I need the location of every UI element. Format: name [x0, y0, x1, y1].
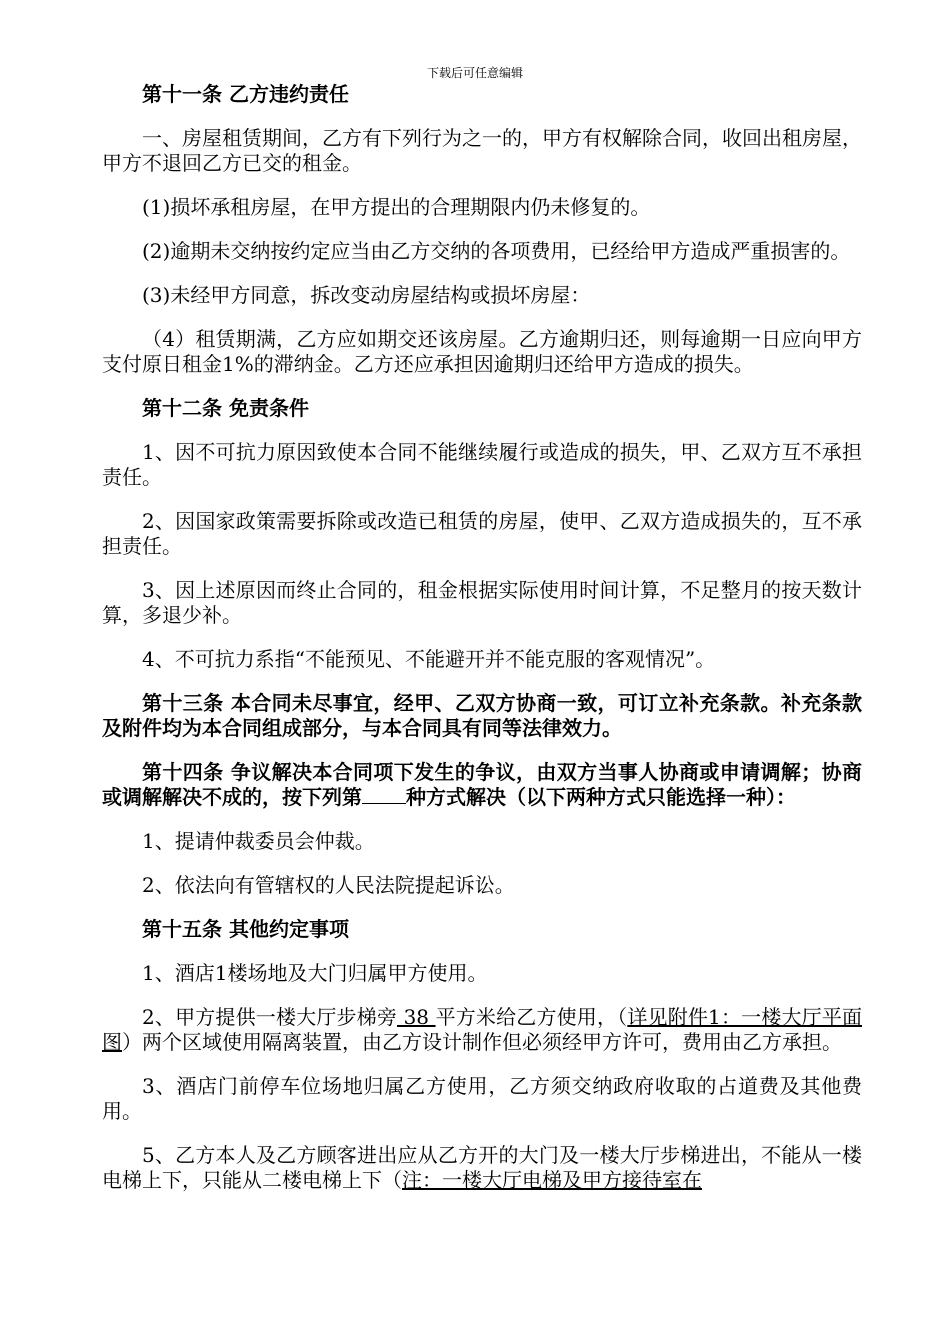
- document-body: [102, 82, 862, 1212]
- article-12-paragraph-4: 4、不可抗力系指“不能预见、不能避开并不能克服的客观情况”。: [142, 647, 716, 671]
- article-15-p5-note: 注：一楼大厅电梯及甲方接待室在: [402, 1168, 702, 1192]
- article-11-item-1: (1)损坏承租房屋，在甲方提出的合理期限内仍未修复的。: [142, 195, 651, 219]
- article-12-title: 第十二条 免责条件: [142, 396, 309, 420]
- page-watermark: 下载后可任意编辑: [426, 66, 523, 80]
- article-11-item-3: (3)未经甲方同意，拆改变动房屋结构或损坏房屋：: [142, 283, 591, 307]
- article-15-paragraph-5: [102, 1143, 862, 1193]
- article-15-area-value: 38: [397, 1005, 436, 1029]
- article-11-item-4: （4）租赁期满，乙方应如期交还该房屋。乙方逾期归还，则每逾期一日应向甲方支付原日租金1%的滞纳金。乙方还应承担因逾期归还给甲方造成的损失。: [102, 327, 862, 376]
- article-12-paragraph-2: 2、因国家政策需要拆除或改造已租赁的房屋，使甲、乙双方造成损失的，互不承担责任。: [102, 509, 862, 558]
- article-14-option-2: 2、依法向有管辖权的人民法院提起诉讼。: [142, 873, 515, 897]
- article-15-p5-a: 5、乙方本人及乙方顾客进出应从乙方开的大门及一楼大厅步梯进出，不能从一楼电梯上下，只能从二楼电梯上下（: [102, 1143, 862, 1192]
- article-15-paragraph-2: [102, 1005, 862, 1055]
- article-14-text: [102, 760, 862, 810]
- article-14-text-before: 第十四条 争议解决本合同项下发生的争议，由双方当事人协商或申请调解；协商或调解解决不成的，按下列第: [102, 760, 862, 809]
- article-15-attachment-ref: 详见附件1：一楼大厅平面图: [102, 1005, 863, 1054]
- article-15-p2-a: 2、甲方提供一楼大厅步梯旁: [142, 1005, 398, 1029]
- article-15-p2-b: 平方米给乙方使用，（: [435, 1005, 628, 1029]
- article-15-p2-c: ）两个区域使用隔离装置，由乙方设计制作但必须经甲方许可，费用由乙方承担。: [122, 1030, 842, 1054]
- article-15-paragraph-1: 1、酒店1楼场地及大门归属甲方使用。: [142, 961, 488, 985]
- article-11-title: 第十一条 乙方违约责任: [142, 82, 349, 106]
- article-12-paragraph-3: 3、因上述原因而终止合同的，租金根据实际使用时间计算，不足整月的按天数计算，多退少补。: [102, 578, 862, 627]
- article-14-option-1: 1、提请仲裁委员会仲裁。: [142, 829, 375, 853]
- article-15-paragraph-3: 3、酒店门前停车位场地归属乙方使用，乙方须交纳政府收取的占道费及其他费用。: [102, 1074, 862, 1123]
- article-15-title: 第十五条 其他约定事项: [142, 917, 349, 941]
- article-12-paragraph-1: 1、因不可抗力原因致使本合同不能继续履行或造成的损失，甲、乙双方互不承担责任。: [102, 440, 862, 489]
- article-13-text: 第十三条 本合同未尽事宜，经甲、乙双方协商一致，可订立补充条款。补充条款及附件均为本合同组成部分，与本合同具有同等法律效力。: [102, 691, 862, 740]
- article-14-text-after: 种方式解决（以下两种方式只能选择一种）：: [406, 785, 796, 809]
- article-11-item-2: (2)逾期未交纳按约定应当由乙方交纳的各项费用，已经给甲方造成严重损害的。: [142, 239, 851, 263]
- article-11-paragraph-1: 一、房屋租赁期间，乙方有下列行为之一的，甲方有权解除合同，收回出租房屋，甲方不退回乙方已交的租金。: [102, 126, 862, 175]
- article-14-blank: [362, 785, 406, 804]
